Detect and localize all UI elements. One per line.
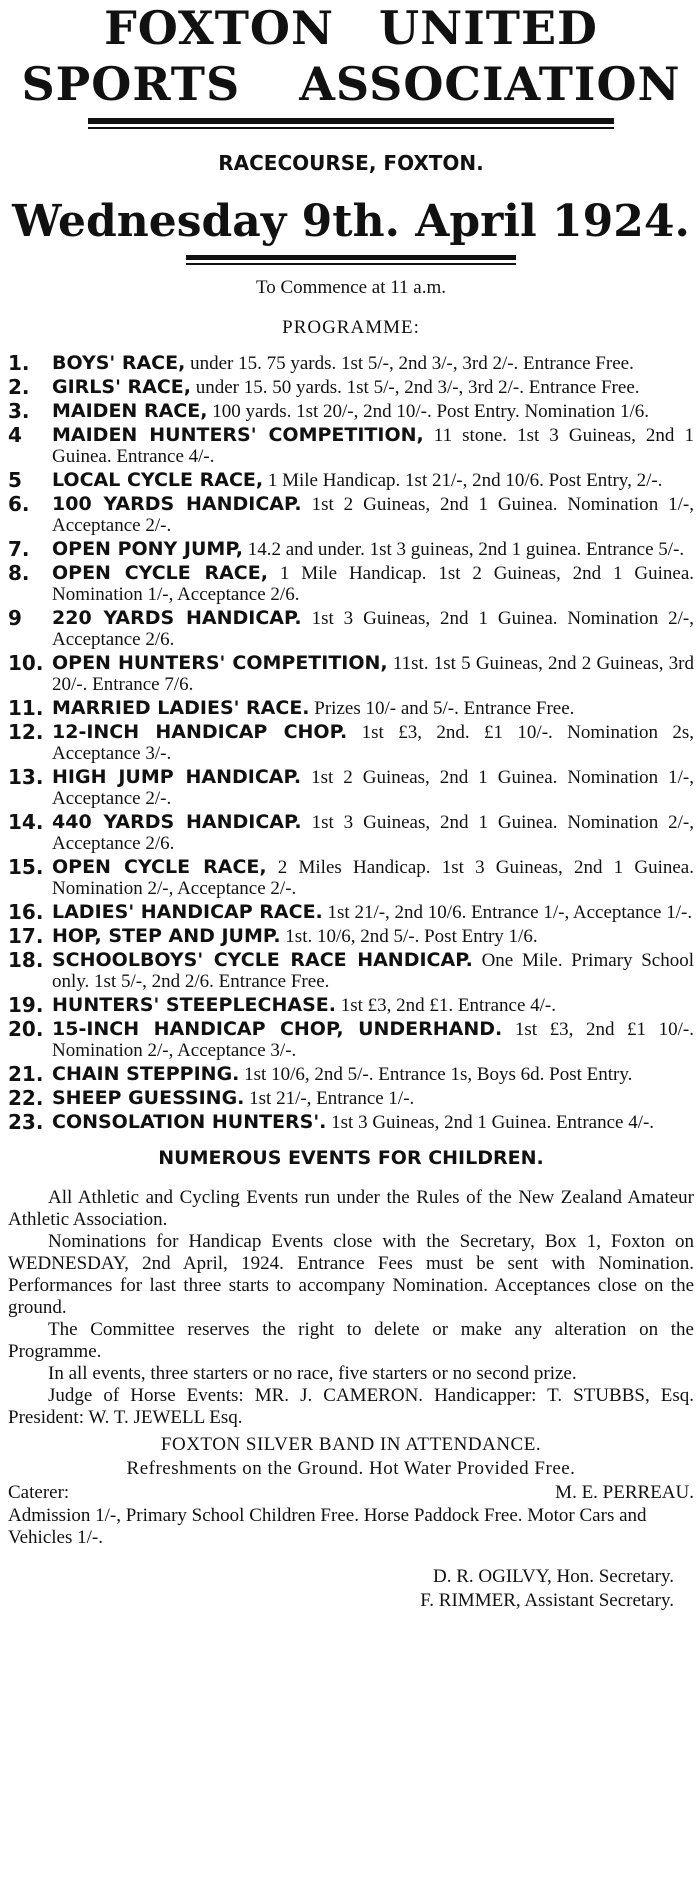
event-name: MAIDEN HUNTERS' COMPETITION, (52, 424, 424, 446)
event-name: OPEN HUNTERS' COMPETITION, (52, 652, 388, 674)
event-name: 220 YARDS HANDICAP. (52, 607, 302, 629)
caterer-label: Caterer: (8, 1482, 70, 1503)
event-details: 11 stone. 1st 3 Guineas, 2nd 1 Guinea. Entrance 4/-. (52, 425, 694, 467)
event-number: 21. (8, 1062, 44, 1086)
event-number: 15. (8, 855, 44, 879)
event-item (8, 494, 694, 536)
event-details: Prizes 10/- and 5/-. Entrance Free. (309, 698, 575, 719)
event-name: MARRIED LADIES' RACE. (52, 697, 310, 719)
title-line-2: SPORTS ASSOCIATION (21, 57, 681, 111)
event-item (8, 470, 694, 491)
event-item (8, 812, 694, 854)
event-name: 100 YARDS HANDICAP. (52, 493, 302, 515)
title-line-1: FOXTON UNITED (104, 1, 598, 55)
event-item (8, 926, 694, 947)
event-number: 3. (8, 399, 30, 423)
event-name: SHEEP GUESSING. (52, 1087, 245, 1109)
event-number: 8. (8, 561, 30, 585)
event-details: 1st 3 Guineas, 2nd 1 Guinea. Nomination 2/-, Acceptance 2/6. (52, 812, 694, 854)
event-name: CONSOLATION HUNTERS'. (52, 1111, 327, 1133)
event-name: HOP, STEP AND JUMP. (52, 925, 281, 947)
event-item (8, 539, 694, 560)
event-item (8, 377, 694, 398)
hon-secretary-signature: D. R. OGILVY, Hon. Secretary. (433, 1566, 674, 1587)
event-details: 11st. 1st 5 Guineas, 2nd 2 Guineas, 3rd 20/-. Entrance 7/6. (52, 653, 694, 695)
event-number: 9 (8, 606, 22, 630)
date-rule-thick (186, 255, 516, 260)
event-number: 1. (8, 351, 30, 375)
refreshments-notice: Refreshments on the Ground. Hot Water Provided Free. (126, 1458, 576, 1479)
event-name: OPEN PONY JUMP, (52, 538, 243, 560)
event-name: SCHOOLBOYS' CYCLE RACE HANDICAP. (52, 949, 473, 971)
event-details: 1st 3 Guineas, 2nd 1 Guinea. Entrance 4/-. (326, 1112, 655, 1133)
commence-time: To Commence at 11 a.m. (255, 277, 447, 298)
programme-heading: PROGRAMME: (282, 317, 420, 338)
event-item (8, 1064, 694, 1085)
event-number: 4 (8, 423, 22, 447)
event-item (8, 653, 694, 695)
event-number: 2. (8, 375, 30, 399)
event-number: 14. (8, 810, 44, 834)
event-details: 1st £3, 2nd £1 10/-. Nomination 2/-, Acceptance 3/-. (52, 1019, 694, 1061)
event-name: 12-INCH HANDICAP CHOP. (52, 721, 348, 743)
event-details: 1st £3, 2nd. £1 10/-. Nomination 2s, Acceptance 3/-. (52, 722, 694, 764)
event-name: OPEN CYCLE RACE, (52, 856, 267, 878)
children-events-heading: NUMEROUS EVENTS FOR CHILDREN. (158, 1147, 544, 1169)
event-name: OPEN CYCLE RACE, (52, 562, 268, 584)
event-item (8, 722, 694, 764)
event-item (8, 353, 694, 374)
event-item (8, 950, 694, 992)
event-number: 17. (8, 924, 44, 948)
event-details: One Mile. Primary School only. 1st 5/-, 2nd 2/6. Entrance Free. (52, 950, 694, 992)
band-notice: FOXTON SILVER BAND IN ATTENDANCE. (160, 1434, 542, 1455)
event-name: CHAIN STEPPING. (52, 1063, 240, 1085)
event-details: 1st 2 Guineas, 2nd 1 Guinea. Nomination 1/-, Acceptance 2/-. (52, 494, 694, 536)
event-details: 1 Mile Handicap. 1st 2 Guineas, 2nd 1 Guinea. Nomination 1/-, Acceptance 2/6. (52, 563, 694, 605)
event-name: 15-INCH HANDICAP CHOP, UNDERHAND. (52, 1018, 503, 1040)
event-item (8, 1112, 694, 1133)
event-name: HIGH JUMP HANDICAP. (52, 766, 302, 788)
committee-note: The Committee reserves the right to delete or make any alteration on the Programme. (8, 1319, 694, 1362)
event-number: 22. (8, 1086, 44, 1110)
event-name: LOCAL CYCLE RACE, (52, 469, 264, 491)
event-item (8, 698, 694, 719)
date-rule-thin (186, 263, 516, 265)
event-name: HUNTERS' STEEPLECHASE. (52, 994, 336, 1016)
venue: RACECOURSE, FOXTON. (218, 151, 484, 175)
rules-note: All Athletic and Cycling Events run under the Rules of the New Zealand Amateur Athletic Association. (8, 1187, 694, 1230)
event-item (8, 1088, 694, 1109)
event-item (8, 401, 694, 422)
event-name: LADIES' HANDICAP RACE. (52, 901, 323, 923)
event-item (8, 767, 694, 809)
event-date: Wednesday 9th. April 1924. (12, 196, 690, 247)
event-number: 12. (8, 720, 44, 744)
event-name: BOYS' RACE, (52, 352, 186, 374)
event-number: 23. (8, 1110, 44, 1134)
event-number: 11. (8, 696, 44, 720)
event-details: 1st £3, 2nd £1. Entrance 4/-. (335, 995, 557, 1016)
event-item (8, 902, 694, 923)
event-number: 10. (8, 651, 44, 675)
event-list (8, 353, 694, 1133)
caterer-name: M. E. PERREAU. (555, 1482, 694, 1503)
event-item (8, 563, 694, 605)
title-rule-thick (88, 118, 614, 124)
nominations-note: Nominations for Handicap Events close with the Secretary, Box 1, Foxton on WEDNESDAY, 2nd April, 1924. Entrance Fees must be sent with Nomination. Performances for last three starts to accompany Nomination. Acceptances close on the ground. (8, 1231, 694, 1318)
event-number: 5 (8, 468, 22, 492)
event-details: 1st 21/-, 2nd 10/6. Entrance 1/-, Acceptance 1/-. (322, 902, 693, 923)
event-details: 14.2 and under. 1st 3 guineas, 2nd 1 guinea. Entrance 5/-. (242, 539, 685, 560)
event-details: 1st. 10/6, 2nd 5/-. Post Entry 1/6. (280, 926, 538, 947)
event-number: 18. (8, 948, 44, 972)
event-name: 440 YARDS HANDICAP. (52, 811, 302, 833)
event-name: GIRLS' RACE, (52, 376, 191, 398)
event-item (8, 425, 694, 467)
event-details: 1 Mile Handicap. 1st 21/-, 2nd 10/6. Post Entry, 2/-. (263, 470, 663, 491)
officials-note: Judge of Horse Events: MR. J. CAMERON. Handicapper: T. STUBBS, Esq. President: W. T. JEWELL Esq. (8, 1385, 694, 1428)
event-number: 6. (8, 492, 30, 516)
title-rule-thin (88, 127, 614, 129)
event-number: 13. (8, 765, 44, 789)
event-details: under 15. 75 yards. 1st 5/-, 2nd 3/-, 3rd 2/-. Entrance Free. (185, 353, 634, 374)
caterer-line (8, 1481, 694, 1505)
starters-note: In all events, three starters or no race, five starters or no second prize. (48, 1363, 577, 1384)
event-number: 16. (8, 900, 44, 924)
admission-notice: Admission 1/-, Primary School Children Free. Horse Paddock Free. Motor Cars and Vehicles 1/-. (8, 1505, 647, 1548)
event-item (8, 608, 694, 650)
event-number: 7. (8, 537, 30, 561)
event-number: 20. (8, 1017, 44, 1041)
assistant-secretary-signature: F. RIMMER, Assistant Secretary. (420, 1590, 674, 1611)
event-details: under 15. 50 yards. 1st 5/-, 2nd 3/-, 3rd 2/-. Entrance Free. (191, 377, 640, 398)
event-item (8, 1019, 694, 1061)
event-details: 1st 21/-, Entrance 1/-. (244, 1088, 415, 1109)
event-number: 19. (8, 993, 44, 1017)
event-name: MAIDEN RACE, (52, 400, 208, 422)
event-details: 1st 2 Guineas, 2nd 1 Guinea. Nomination 1/-, Acceptance 2/-. (52, 767, 694, 809)
event-details: 1st 10/6, 2nd 5/-. Entrance 1s, Boys 6d. Post Entry. (239, 1064, 633, 1085)
event-details: 1st 3 Guineas, 2nd 1 Guinea. Nomination 2/-, Acceptance 2/6. (52, 608, 694, 650)
event-item (8, 995, 694, 1016)
event-details: 2 Miles Handicap. 1st 3 Guineas, 2nd 1 Guinea. Nomination 2/-, Acceptance 2/-. (52, 857, 694, 899)
event-details: 100 yards. 1st 20/-, 2nd 10/-. Post Entry. Nomination 1/6. (207, 401, 649, 422)
event-item (8, 857, 694, 899)
